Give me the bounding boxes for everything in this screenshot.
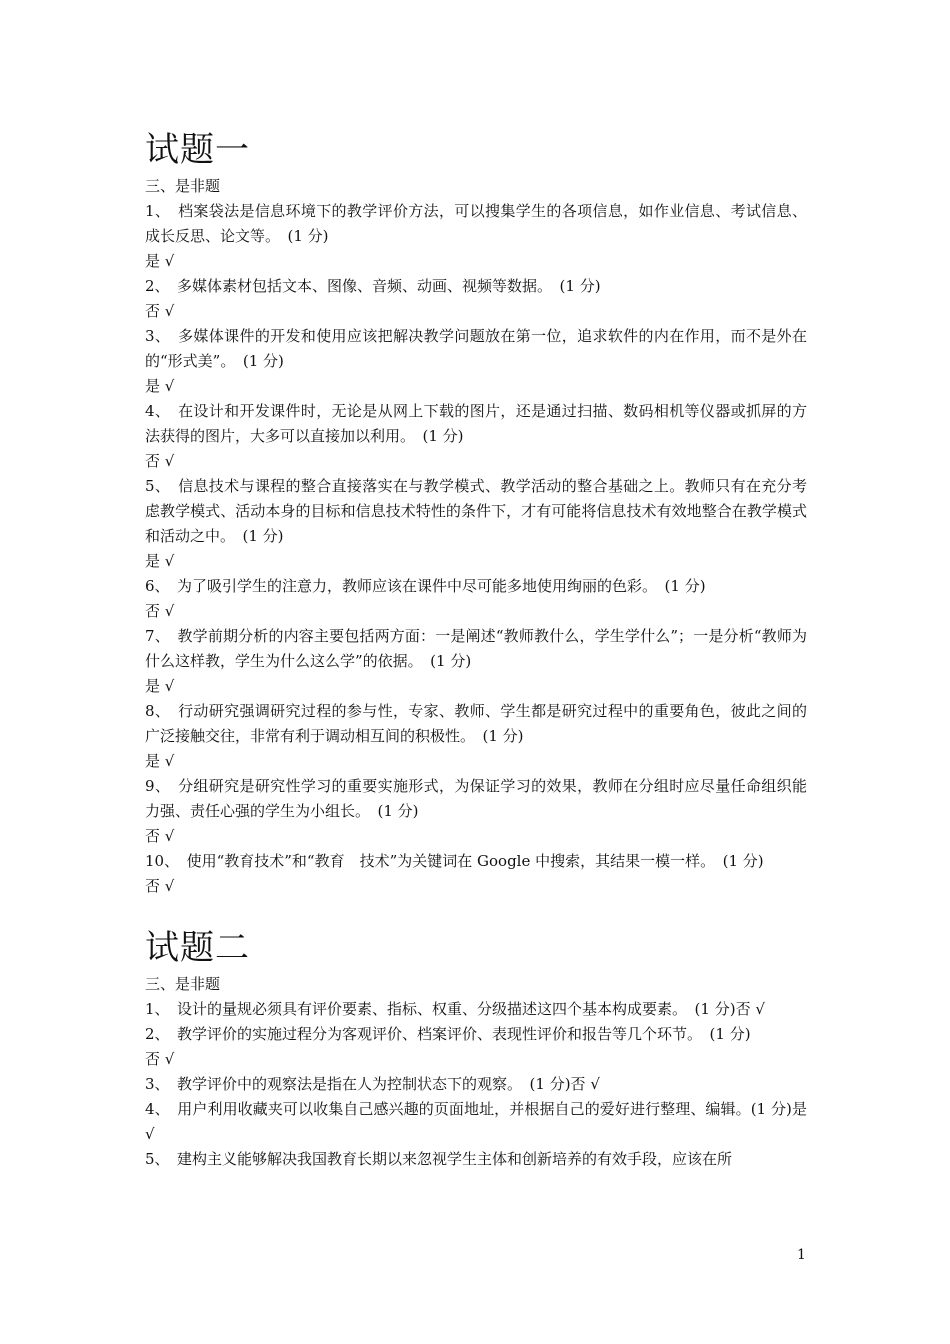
question-text: 3、 教学评价中的观察法是指在人为控制状态下的观察。 (1 分)否 √	[145, 1075, 600, 1093]
section-title: 试题二	[145, 928, 250, 968]
question-answer: 是 √	[145, 752, 175, 770]
question-answer: 否 √	[145, 827, 175, 845]
question-answer: 是 √	[145, 552, 175, 570]
question-text: 5、 建构主义能够解决我国教育长期以来忽视学生主体和创新培养的有效手段，应该在所	[145, 1150, 733, 1168]
question-text: 5、 信息技术与课程的整合直接落实在与教学模式、教学活动的整合基础之上。教师只有在充分考虑教学模式、活动本身的目标和信息技术特性的条件下，才有可能将信息技术有效地整合在教学模式和活动之中。 (1 分)	[145, 477, 807, 545]
question-answer: 是 √	[145, 377, 175, 395]
question-text: 1、 档案袋法是信息环境下的教学评价方法，可以搜集学生的各项信息，如作业信息、考试信息、成长反思、论文等。 (1 分)	[145, 202, 807, 245]
page-number: 1	[797, 1247, 806, 1263]
question-text: 7、 教学前期分析的内容主要包括两方面：一是阐述“教师教什么，学生学什么”；一是分析“教师为什么这样教，学生为什么这么学”的依据。 (1 分)	[145, 627, 807, 670]
question-answer: 否 √	[145, 877, 175, 895]
question-text: 1、 设计的量规必须具有评价要素、指标、权重、分级描述这四个基本构成要素。 (1 分)否 √	[145, 1000, 765, 1018]
section-title: 试题一	[145, 130, 250, 170]
question-text: 2、 教学评价的实施过程分为客观评价、档案评价、表现性评价和报告等几个环节。 (1 分)	[145, 1025, 751, 1043]
question-answer: 是 √	[145, 252, 175, 270]
section-1	[145, 128, 807, 899]
question-text: 9、 分组研究是研究性学习的重要实施形式，为保证学习的效果，教师在分组时应尽量任命组织能力强、责任心强的学生为小组长。 (1 分)	[145, 777, 807, 820]
document-body	[145, 128, 812, 1172]
question-text: 4、 在设计和开发课件时，无论是从网上下载的图片，还是通过扫描、数码相机等仪器或抓屏的方法获得的图片，大多可以直接加以利用。 (1 分)	[145, 402, 807, 445]
section-gap	[145, 899, 807, 926]
question-answer: 否 √	[145, 1050, 175, 1068]
question-answer: 否 √	[145, 302, 175, 320]
question-text: 8、 行动研究强调研究过程的参与性，专家、教师、学生都是研究过程中的重要角色，彼此之间的广泛接触交往，非常有利于调动相互间的积极性。 (1 分)	[145, 702, 807, 745]
section-2	[145, 926, 812, 1172]
section-subtitle: 三、是非题	[145, 975, 221, 993]
question-answer: 是 √	[145, 677, 175, 695]
question-answer: 否 √	[145, 452, 175, 470]
question-answer: 否 √	[145, 602, 175, 620]
question-text: 2、 多媒体素材包括文本、图像、音频、动画、视频等数据。 (1 分)	[145, 277, 601, 295]
question-text: 10、 使用“教育技术”和“教育 技术”为关键词在 Google 中搜索，其结果一模一样。 (1 分)	[145, 852, 764, 870]
question-text: 3、 多媒体课件的开发和使用应该把解决教学问题放在第一位，追求软件的内在作用，而不是外在的“形式美”。 (1 分)	[145, 327, 807, 370]
section-subtitle: 三、是非题	[145, 177, 221, 195]
question-text: 4、 用户利用收藏夹可以收集自己感兴趣的页面地址，并根据自己的爱好进行整理、编辑。(1 分)是 √	[145, 1100, 812, 1143]
question-text: 6、 为了吸引学生的注意力，教师应该在课件中尽可能多地使用绚丽的色彩。 (1 分)	[145, 577, 706, 595]
